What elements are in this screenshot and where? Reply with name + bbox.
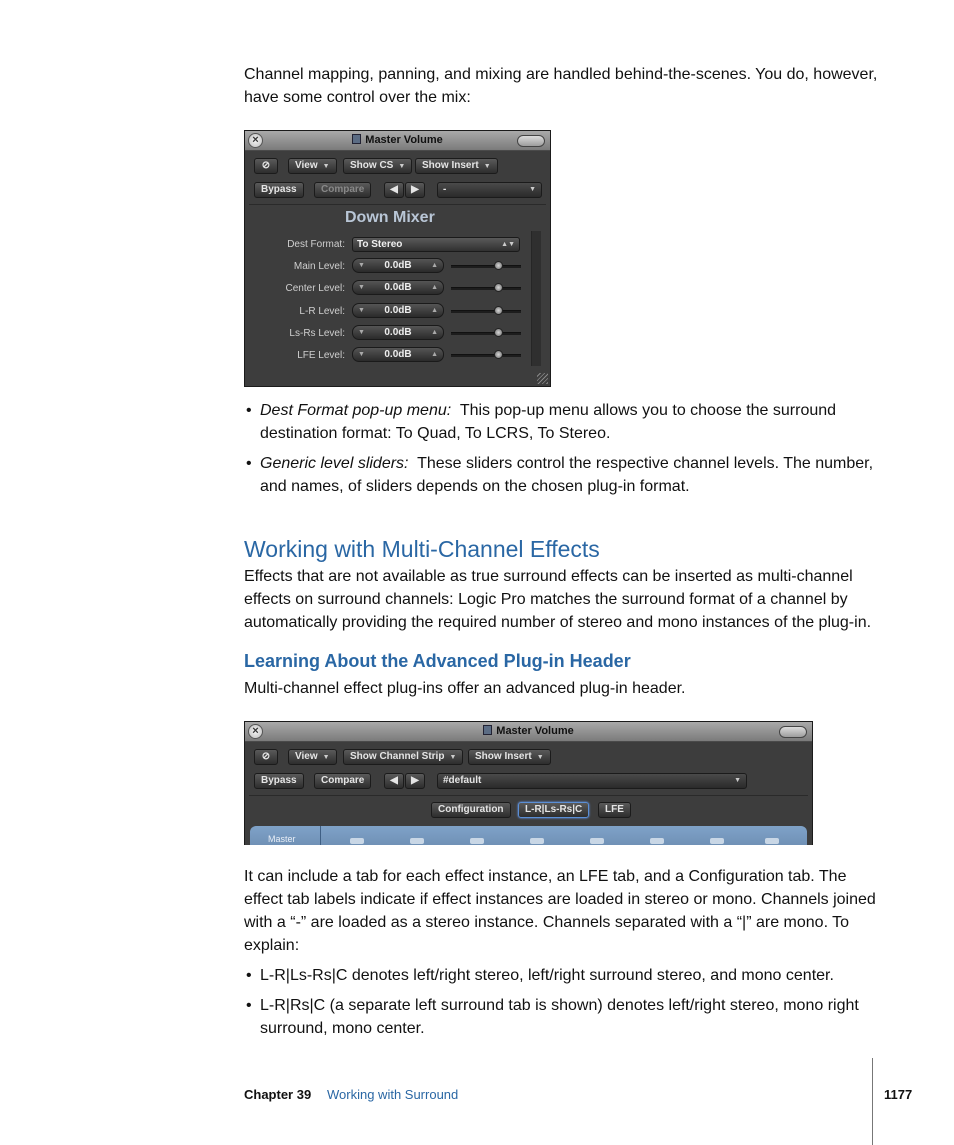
up-down-arrows-icon: ▲▼ [501,241,515,248]
toolbar-toggle-button[interactable] [779,726,807,738]
next-preset-button[interactable]: ▶ [405,182,425,198]
view-menu-button[interactable]: View ▼ [288,158,337,174]
increment-arrow-icon: ▲ [431,351,438,358]
next-preset-button[interactable]: ▶ [405,773,425,789]
bullet-dest-format [244,399,884,445]
intro-paragraph [244,63,884,109]
previous-preset-button[interactable]: ◀ [384,182,404,198]
bullet-text-line-1: These sliders control the respective channel levels. The number, [417,455,874,472]
slider-label: LFE Level: [297,350,345,361]
lr-level-slider-track[interactable] [451,310,521,313]
channel-indicator [530,838,544,844]
show-cs-menu-button[interactable]: Show CS ▼ [343,158,412,174]
increment-arrow-icon: ▲ [431,307,438,314]
increment-arrow-icon: ▲ [431,329,438,336]
increment-arrow-icon: ▲ [431,284,438,291]
chevron-down-icon: ▼ [398,163,406,170]
preset-menu[interactable]: - ▼ [437,182,542,198]
section-heading: Working with Multi-Channel Effects [244,536,600,562]
page-number: 1177 [884,1087,913,1102]
chevron-down-icon: ▼ [529,186,536,193]
master-volume-window-advanced-header [244,721,813,845]
bullet-level-sliders [244,452,884,498]
subsection-heading: Learning About the Advanced Plug-in Header [244,651,631,671]
resize-grip-icon[interactable] [537,373,548,384]
link-button[interactable] [254,158,278,174]
bullet-stereo-surround [244,964,884,987]
section-line-3: automatically providing the required number of stereo and mono instances of the plug-in. [244,614,872,631]
window-title: Master Volume [245,134,550,146]
master-label: Master [268,834,296,844]
section-line-1: Effects that are not available as true surround effects can be inserted as multi-channel [244,568,853,585]
bullet-dot: • [246,455,252,472]
window-titlebar [245,722,812,742]
explain-line-3: with a “-” are loaded as a stereo instance. Channels separated with a “|” are mono. To [244,914,850,931]
center-level-value-field[interactable]: ▼ 0.0dB ▲ [352,280,444,295]
section-paragraph [244,565,884,634]
plugin-window-icon [483,725,492,735]
slider-label: Main Level: [293,261,345,272]
main-level-slider-track[interactable] [451,265,521,268]
slider-label: Center Level: [285,283,345,294]
channel-indicator [410,838,424,844]
lfe-level-slider-track[interactable] [451,354,521,357]
main-level-slider-knob[interactable] [494,261,503,270]
chevron-down-icon: ▼ [483,163,491,170]
lr-level-slider-knob[interactable] [494,306,503,315]
previous-preset-button[interactable]: ◀ [384,773,404,789]
window-titlebar [245,131,550,151]
compare-button[interactable]: Compare [314,773,371,789]
plugin-name: Down Mixer [345,209,435,226]
compare-button[interactable]: Compare [314,182,371,198]
dest-format-label: Dest Format: [287,239,345,250]
footer-divider [872,1058,873,1145]
bypass-button[interactable]: Bypass [254,182,304,198]
slider-label: Ls-Rs Level: [289,328,345,339]
dest-format-popup[interactable]: To Stereo ▲▼ [352,237,520,252]
plugin-window-icon [352,134,361,144]
bullet-dot: • [246,997,252,1014]
decrement-arrow-icon: ▼ [358,351,365,358]
close-icon[interactable]: × [248,133,263,148]
explain-line-1: It can include a tab for each effect instance, an LFE tab, and a Configuration tab. The [244,868,847,885]
channel-indicator [765,838,779,844]
main-level-value-field[interactable]: ▼ 0.0dB ▲ [352,258,444,273]
bullet-text-line-1: L-R|Rs|C (a separate left surround tab is shown) denotes left/right stereo, mono right [260,997,859,1014]
show-channel-strip-menu-button[interactable]: Show Channel Strip ▼ [343,749,463,765]
bullet-text-line-2: and names, of sliders depends on the chosen plug-in format. [260,478,690,495]
header-divider [249,204,546,205]
window-title: Master Volume [245,725,812,737]
decrement-arrow-icon: ▼ [358,284,365,291]
section-line-2: effects on surround channels: Logic Pro matches the surround format of a channel by [244,591,848,608]
show-insert-menu-button[interactable]: Show Insert ▼ [415,158,498,174]
intro-line-1: Channel mapping, panning, and mixing are handled behind-the-scenes. You do, however, [244,66,878,83]
footer-chapter-title: Working with Surround [327,1087,459,1102]
center-level-slider-track[interactable] [451,287,521,290]
close-icon[interactable]: × [248,724,263,739]
chevron-down-icon: ▼ [734,777,741,784]
channel-indicator [350,838,364,844]
center-level-slider-knob[interactable] [494,283,503,292]
channel-indicator [710,838,724,844]
link-icon: ⊘ [261,751,271,762]
decrement-arrow-icon: ▼ [358,329,365,336]
master-volume-window-down-mixer [244,130,551,387]
tab-l-r-ls-rs-c[interactable]: L-R|Ls-Rs|C [518,802,589,818]
link-button[interactable] [254,749,278,765]
vertical-scrollbar[interactable] [531,231,541,366]
decrement-arrow-icon: ▼ [358,307,365,314]
show-insert-menu-button[interactable]: Show Insert ▼ [468,749,551,765]
tab-configuration[interactable]: Configuration [431,802,511,818]
intro-line-2: have some control over the mix: [244,89,471,106]
strip-divider [320,826,321,845]
preset-menu[interactable]: #default ▼ [437,773,747,789]
decrement-arrow-icon: ▼ [358,262,365,269]
bullet-text-line-1: L-R|Ls-Rs|C denotes left/right stereo, left/right surround stereo, and mono center. [260,967,834,984]
channel-strip-area [250,826,807,845]
footer-chapter: Chapter 39 [244,1087,312,1102]
bullet-dot: • [246,967,252,984]
ls-rs-level-value-field[interactable]: ▼ 0.0dB ▲ [352,325,444,340]
toolbar-toggle-button[interactable] [517,135,545,147]
bypass-button[interactable]: Bypass [254,773,304,789]
bullet-term: Generic level sliders: [260,455,409,472]
bullet-text-line-1: This pop-up menu allows you to choose the surround [459,402,837,419]
link-icon: ⊘ [261,160,271,171]
increment-arrow-icon: ▲ [431,262,438,269]
chevron-down-icon: ▼ [536,754,544,761]
bullet-text-line-2: destination format: To Quad, To LCRS, To Stereo. [260,425,611,442]
channel-indicator [470,838,484,844]
lr-level-value-field[interactable]: ▼ 0.0dB ▲ [352,303,444,318]
bullet-separate-surround [244,994,884,1040]
subsection-paragraph [244,677,884,700]
bullet-term: Dest Format pop-up menu: [260,402,452,419]
chevron-down-icon: ▼ [449,754,457,761]
tab-lfe[interactable]: LFE [598,802,631,818]
subsection-line-1: Multi-channel effect plug-ins offer an advanced plug-in header. [244,680,686,697]
bullet-dot: • [246,402,252,419]
ls-rs-level-slider-track[interactable] [451,332,521,335]
chevron-down-icon: ▼ [322,754,330,761]
explain-line-4: explain: [244,937,300,954]
view-menu-button[interactable]: View ▼ [288,749,337,765]
slider-label: L-R Level: [299,306,345,317]
explain-line-2: effect tab labels indicate if effect instances are loaded in stereo or mono. Channels joined [244,891,876,908]
lfe-level-value-field[interactable]: ▼ 0.0dB ▲ [352,347,444,362]
ls-rs-level-slider-knob[interactable] [494,328,503,337]
bullet-text-line-2: surround, mono center. [260,1020,425,1037]
channel-indicator [590,838,604,844]
explain-paragraph [244,865,884,957]
channel-indicator [650,838,664,844]
chevron-down-icon: ▼ [322,163,330,170]
header-divider [249,795,808,796]
lfe-level-slider-knob[interactable] [494,350,503,359]
